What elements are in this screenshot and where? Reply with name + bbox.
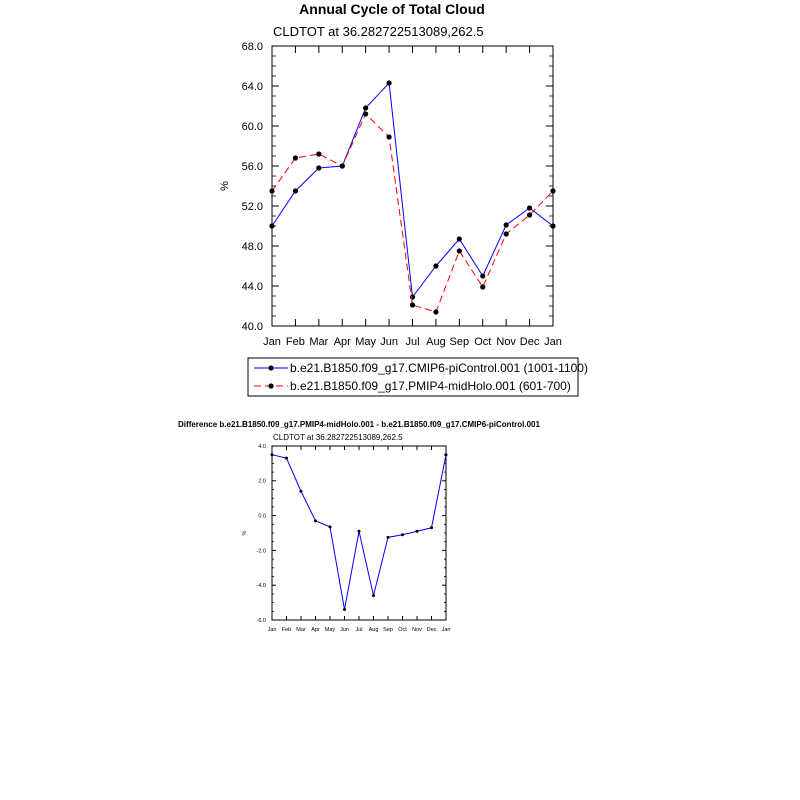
data-point-1 (527, 205, 532, 210)
y-tick-label: 48.0 (241, 240, 263, 253)
x-tick-label: Feb (281, 627, 292, 633)
y-axis-label: % (242, 530, 248, 536)
series-line-2 (272, 114, 553, 312)
data-point-2 (457, 248, 462, 253)
x-tick-label: May (324, 627, 336, 633)
x-tick-label: Nov (412, 627, 422, 633)
data-point-1 (387, 536, 390, 539)
y-tick-label: 0.0 (258, 513, 266, 520)
y-tick-label: 60.0 (241, 120, 263, 133)
data-point-1 (372, 594, 375, 597)
data-point-2 (504, 231, 509, 236)
data-point-1 (363, 105, 368, 110)
data-point-2 (386, 134, 391, 139)
x-tick-label: Mar (309, 336, 329, 348)
data-point-2 (527, 212, 532, 217)
data-point-1 (430, 526, 433, 529)
data-point-1 (316, 165, 321, 170)
data-point-1 (445, 453, 448, 456)
x-tick-label: Nov (496, 336, 516, 348)
page-title: Annual Cycle of Total Cloud (299, 1, 485, 17)
data-point-1 (329, 525, 332, 528)
y-tick-label: 40.0 (241, 320, 263, 333)
data-point-1 (285, 457, 288, 460)
chart-subtitle: CLDTOT at 36.282722513089,262.5 (273, 433, 403, 442)
data-point-2 (316, 151, 321, 156)
y-tick-label: -6.0 (256, 617, 266, 624)
data-point-1 (269, 223, 274, 228)
x-tick-label: May (355, 336, 377, 348)
plot-frame (272, 46, 553, 326)
data-point-1 (314, 519, 317, 522)
main-chart (219, 24, 588, 396)
x-tick-label: Dec (426, 627, 437, 633)
data-point-2 (269, 188, 274, 193)
y-tick-label: 64.0 (241, 80, 263, 93)
data-point-2 (363, 111, 368, 116)
data-point-2 (410, 302, 415, 307)
x-tick-label: Jan (267, 627, 277, 633)
legend-label-2: b.e21.B1850.f09_g17.PMIP4-midHolo.001 (601-700) (290, 379, 571, 393)
x-tick-label: Jul (405, 336, 420, 348)
data-point-1 (271, 453, 274, 456)
y-tick-label: -2.0 (256, 548, 266, 555)
data-point-1 (410, 294, 415, 299)
x-tick-label: Oct (474, 336, 492, 348)
x-tick-label: Jan (441, 627, 451, 633)
data-point-1 (386, 80, 391, 85)
x-tick-label: Sep (449, 336, 470, 348)
x-tick-label: Jun (340, 627, 349, 633)
y-tick-label: -4.0 (256, 583, 266, 590)
y-tick-label: 52.0 (241, 200, 263, 213)
series-line-1 (272, 83, 553, 297)
data-point-1 (480, 273, 485, 278)
data-point-2 (340, 163, 345, 168)
chart-title: Difference b.e21.B1850.f09_g17.PMIP4-midHolo.001 - b.e21.B1850.f09_g17.CMIP6-piControl.001 (178, 420, 540, 429)
x-tick-label: Apr (311, 627, 320, 633)
difference-chart (178, 420, 540, 633)
legend-marker-2 (268, 383, 273, 388)
data-point-1 (401, 533, 404, 536)
x-tick-label: Jan (544, 336, 562, 348)
data-point-1 (300, 490, 303, 493)
x-tick-label: Feb (285, 336, 305, 348)
chart-subtitle: CLDTOT at 36.282722513089,262.5 (273, 24, 484, 39)
legend-marker-1 (268, 365, 273, 370)
y-tick-label: 44.0 (241, 280, 263, 293)
data-point-2 (293, 155, 298, 160)
y-tick-label: 4.0 (258, 443, 266, 450)
data-point-2 (480, 284, 485, 289)
x-tick-label: Mar (296, 627, 306, 633)
data-point-1 (343, 608, 346, 611)
y-tick-label: 56.0 (241, 160, 263, 173)
x-tick-label: Jun (380, 336, 398, 348)
x-tick-label: Jan (263, 336, 281, 348)
y-axis-label: % (219, 181, 231, 191)
x-tick-label: Sep (383, 627, 393, 633)
x-tick-label: Dec (519, 336, 540, 348)
data-point-2 (433, 309, 438, 314)
data-point-1 (293, 188, 298, 193)
x-tick-label: Jul (355, 627, 363, 633)
data-point-1 (457, 236, 462, 241)
legend-label-1: b.e21.B1850.f09_g17.CMIP6-piControl.001 (1001-1100) (290, 361, 588, 375)
data-point-1 (416, 530, 419, 533)
x-tick-label: Oct (398, 627, 407, 633)
data-point-1 (358, 530, 361, 533)
data-point-1 (550, 223, 555, 228)
x-tick-label: Aug (368, 627, 379, 633)
x-tick-label: Aug (426, 336, 446, 348)
x-tick-label: Apr (333, 336, 351, 348)
data-point-1 (504, 222, 509, 227)
y-tick-label: 2.0 (258, 478, 266, 485)
y-tick-label: 68.0 (241, 40, 263, 53)
data-point-1 (433, 263, 438, 268)
data-point-2 (550, 188, 555, 193)
